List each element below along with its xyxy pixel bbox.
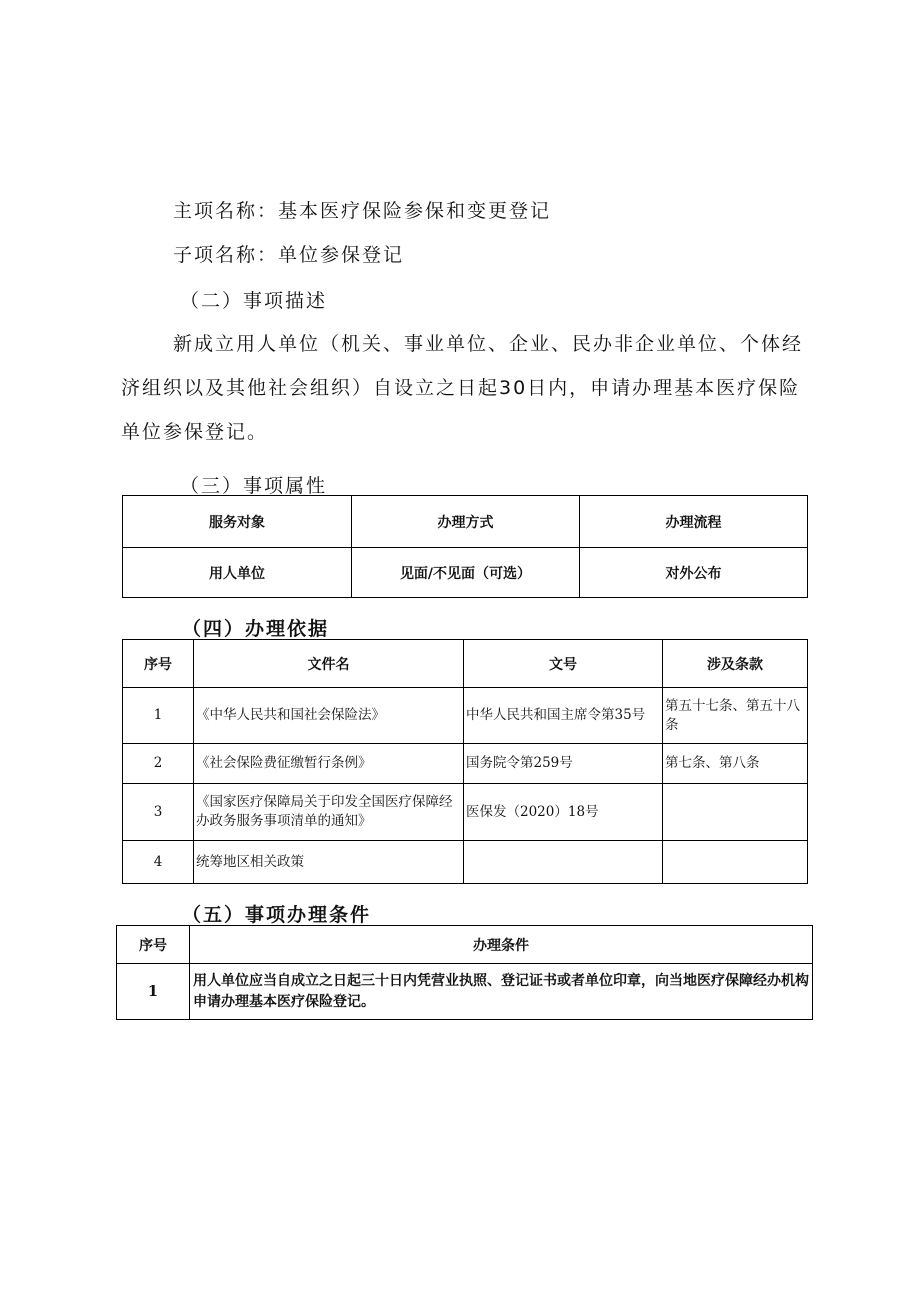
- main-item-name: 主项名称：基本医疗保险参保和变更登记: [173, 200, 552, 222]
- section2-description: 新成立用人单位（机关、事业单位、企业、民办非企业单位、个体经济组织以及其他社会组织）自设立之日起30日内，申请办理基本医疗保险单位参保登记。: [121, 333, 804, 443]
- row-document-number: 中华人民共和国主席令第35号: [464, 688, 663, 744]
- table-row: [123, 744, 808, 784]
- row-document-number: 国务院令第259号: [464, 744, 663, 784]
- row-file-name: 统筹地区相关政策: [194, 841, 464, 884]
- row-document-number: 医保发（2020）18号: [464, 784, 663, 841]
- attributes-table: [122, 495, 808, 598]
- header-handling-method: 办理方式: [352, 496, 580, 548]
- attributes-header-row: [123, 496, 808, 548]
- section3-heading: （三）事项属性: [180, 475, 328, 497]
- row-file-name: 《中华人民共和国社会保险法》: [194, 688, 464, 744]
- header-number: 序号: [123, 640, 194, 688]
- header-condition: 办理条件: [190, 926, 813, 964]
- section4-heading: （四）办理依据: [182, 618, 330, 640]
- row-number: 3: [123, 784, 194, 841]
- row-number: 1: [123, 688, 194, 744]
- header-handling-process: 办理流程: [580, 496, 808, 548]
- value-handling-process: 对外公布: [580, 548, 808, 598]
- conditions-header-row: [117, 926, 813, 964]
- row-number: 1: [117, 964, 190, 1020]
- row-condition: 用人单位应当自成立之日起三十日内凭营业执照、登记证书或者单位印章，向当地医疗保障经办机构申请办理基本医疗保险登记。: [190, 964, 813, 1020]
- row-clauses: [663, 784, 808, 841]
- table-row: [123, 784, 808, 841]
- row-file-name: 《社会保险费征缴暂行条例》: [194, 744, 464, 784]
- value-handling-method: 见面/不见面（可选）: [352, 548, 580, 598]
- table-row: [123, 841, 808, 884]
- row-number: 4: [123, 841, 194, 884]
- basis-table: [122, 639, 808, 884]
- value-service-target: 用人单位: [123, 548, 352, 598]
- table-row: [123, 688, 808, 744]
- basis-header-row: [123, 640, 808, 688]
- row-file-name: 《国家医疗保障局关于印发全国医疗保障经办政务服务事项清单的通知》: [194, 784, 464, 841]
- row-document-number: [464, 841, 663, 884]
- header-service-target: 服务对象: [123, 496, 352, 548]
- section2-heading: （二）事项描述: [180, 290, 328, 312]
- header-clauses: 涉及条款: [663, 640, 808, 688]
- row-clauses: 第五十七条、第五十八条: [663, 688, 808, 744]
- header-number: 序号: [117, 926, 190, 964]
- header-file-name: 文件名: [194, 640, 464, 688]
- conditions-table: [116, 925, 813, 1020]
- header-document-number: 文号: [464, 640, 663, 688]
- attributes-value-row: [123, 548, 808, 598]
- sub-item-name: 子项名称：单位参保登记: [173, 244, 405, 266]
- row-clauses: [663, 841, 808, 884]
- table-row: [117, 964, 813, 1020]
- row-clauses: 第七条、第八条: [663, 744, 808, 784]
- section5-heading: （五）事项办理条件: [182, 904, 372, 926]
- row-number: 2: [123, 744, 194, 784]
